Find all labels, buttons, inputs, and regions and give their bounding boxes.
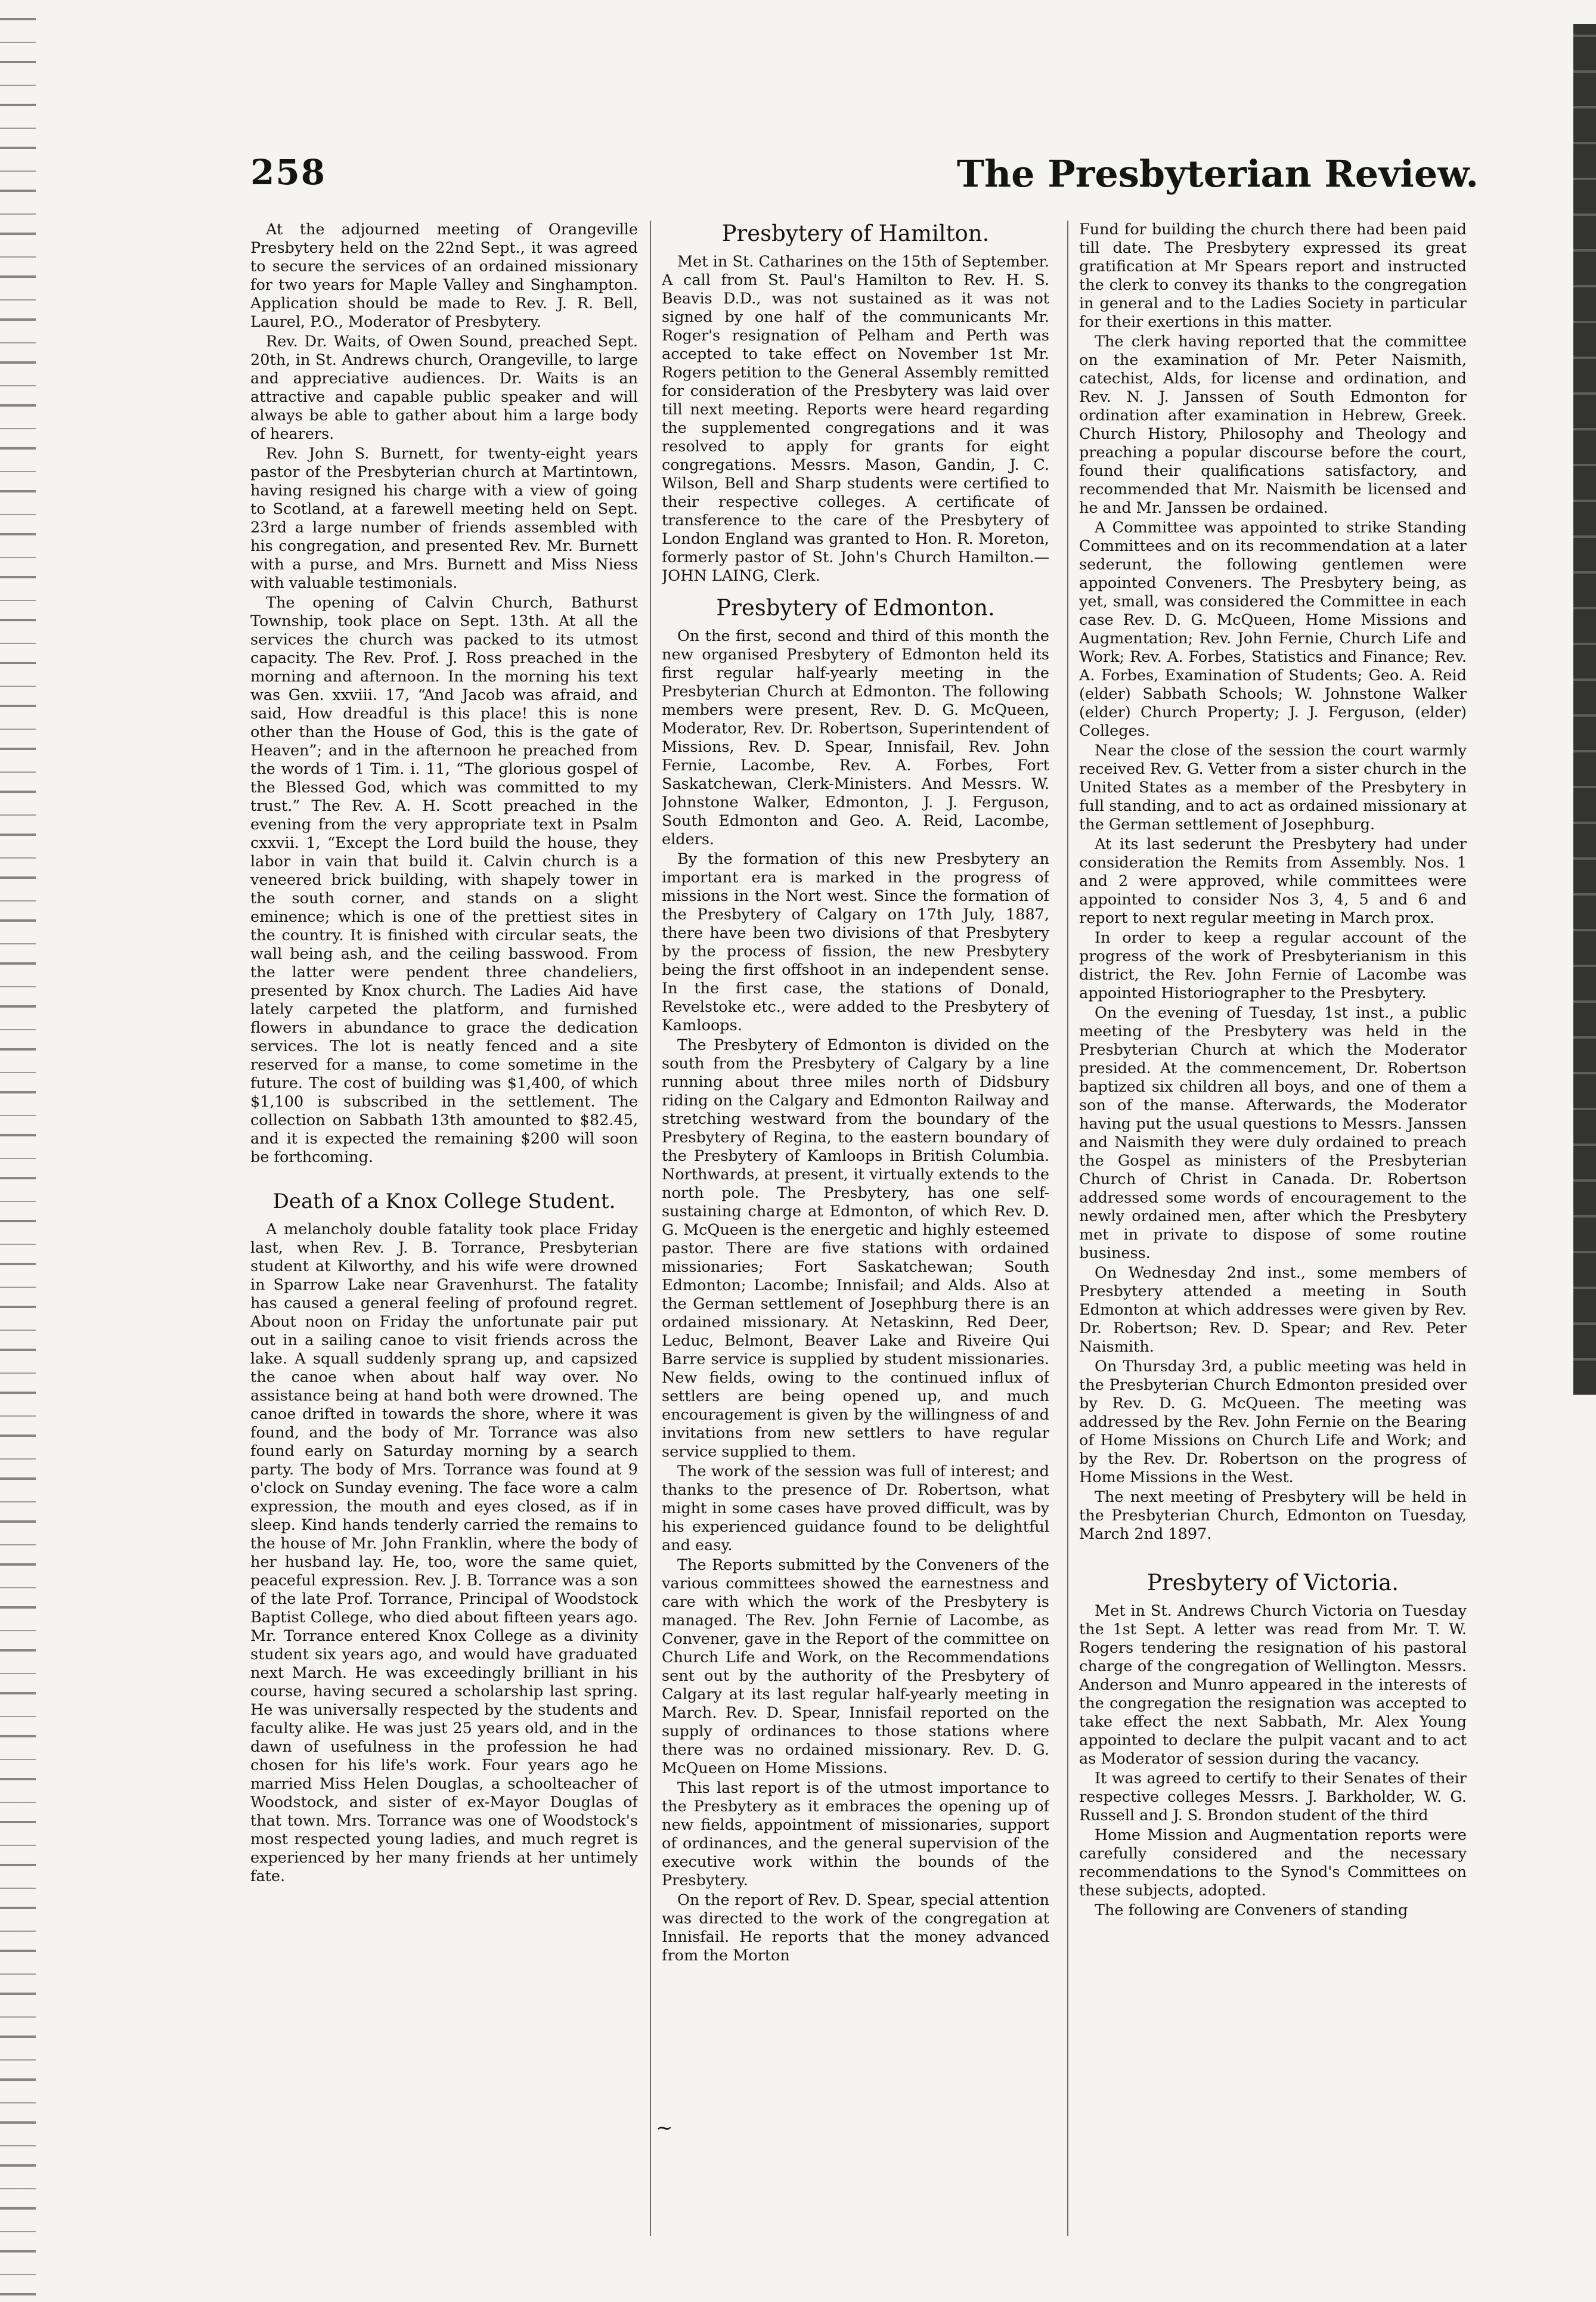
paragraph: By the formation of this new Presbytery an important era is marked in the progress of missions in the Nort west. Since the formation of the Presbytery of Calgary on 17th July, 1887, there have been two divisions of that Presbytery by the process of fission, the new Presbytery being the first offshoot in an independent sense. In the first case, the stations of Donald, Revelstoke etc., were added to the Presbytery of Kamloops. bbox=[662, 850, 1049, 1034]
journal-title: The Presbyterian Review. bbox=[956, 152, 1479, 196]
paragraph: Rev. John S. Burnett, for twenty-eight years pastor of the Presbyterian church at Martintown, having resigned his charge with a view of going to Scotland, at a farewell meeting held on Sept. 23rd a large number of friends assembled with his congregation, and presented Rev. Mr. Burnett with a purse, and Mrs. Burnett and Miss Niess with valuable testimonials. bbox=[250, 445, 638, 592]
paragraph: At the adjourned meeting of Orangeville Presbytery held on the 22nd Sept., it was agreed to secure the services of an ordained missionary for two years for Maple Valley and Singhampton. Application should be made to Rev. J. R. Bell, Laurel, P.O., Moderator of Presbytery. bbox=[250, 221, 638, 331]
printer-mark: ~ bbox=[656, 2116, 673, 2140]
paragraph: On the evening of Tuesday, 1st inst., a public meeting of the Presbytery was held in the Presbyterian Church at which the Moderator presided. At the commencement, Dr. Robertson baptized six children all boys, and one of them a son of the manse. Afterwards, the Moderator having put the usual questions to Messrs. Janssen and Naismith they were duly ordained to preach the Gospel as ministers of the Presbyterian Church of Christ in Canada. Dr. Robertson addressed some words of encouragement to the newly ordained men, after which the Presbytery met in private to dispose of some routine business. bbox=[1079, 1004, 1467, 1262]
paragraph: The Reports submitted by the Conveners of the various committees showed the earnestness and care with which the work of the Presbytery is managed. The Rev. John Fernie of Lacombe, as Convener, gave in the Report of the committee on Church Life and Work, on the Recommendations sent out by the authority of the Presbytery of Calgary at its last regular half-yearly meeting in March. Rev. D. Spear, Innisfail reported on the supply of ordinances to those stations where there was no ordained missionary. Rev. D. G. McQueen on Home Missions. bbox=[662, 1556, 1049, 1777]
column-2 bbox=[662, 221, 1049, 2248]
paragraph: The following are Conveners of standing bbox=[1095, 1901, 1408, 1919]
paragraph: The next meeting of Presbytery will be held in the Presbyterian Church, Edmonton on Tuesday, March 2nd 1897. bbox=[1079, 1488, 1467, 1543]
paragraph: This last report is of the utmost importance to the Presbytery as it embraces the opening up of new fields, appointment of missionaries, support of ordinances, and the general supervision of the executive work within the bounds of the Presbytery. bbox=[662, 1779, 1049, 1889]
paragraph: Home Mission and Augmentation reports were carefully considered and the necessary recommendations to the Synod's Committees on these subjects, adopted. bbox=[1079, 1826, 1467, 1900]
paragraph: On Wednesday 2nd inst., some members of Presbytery attended a meeting in South Edmonton at which addresses were given by Rev. Dr. Robertson; Rev. D. Spear; and Rev. Peter Naismith. bbox=[1079, 1264, 1467, 1356]
section-heading: Presbytery of Victoria. bbox=[1146, 1570, 1399, 1595]
column-3 bbox=[1079, 221, 1467, 2248]
column-divider bbox=[650, 221, 651, 2236]
paragraph: Fund for building the church there had been paid till date. The Presbytery expressed its great gratification at Mr Spears report and instructed the clerk to convey its thanks to the congregation in general and to the Ladies Society in particular for their exertions in this matter. bbox=[1079, 221, 1467, 331]
page-number: 258 bbox=[250, 152, 327, 193]
paragraph: The clerk having reported that the committee on the examination of Mr. Peter Naismith, catechist, Alds, for license and ordination, and Rev. N. J. Janssen of South Edmonton for ordination after examination in Hebrew, Greek. Church History, Philosophy and Theology and preaching a popular discourse before the court, found their qualifications satisfactory, and recommended that Mr. Naismith be licensed and he and Mr. Janssen be ordained. bbox=[1079, 333, 1467, 517]
paragraph: At its last sederunt the Presbytery had under consideration the Remits from Assembly. Nos. 1 and 2 were approved, while committees were appointed to consider Nos 3, 4, 5 and 6 and report to next regular meeting in March prox. bbox=[1079, 835, 1467, 927]
paragraph: In order to keep a regular account of the progress of the work of Presbyterianism in this district, the Rev. John Fernie of Lacombe was appointed Historiographer to the Presbytery. bbox=[1079, 929, 1467, 1002]
scan-edge-left bbox=[0, 0, 36, 2302]
paragraph: The work of the session was full of interest; and thanks to the presence of Dr. Robertson, what might in some cases have proved difficult, was by his experienced guidance found to be delightful and easy. bbox=[662, 1463, 1049, 1554]
paragraph: On the report of Rev. D. Spear, special attention was directed to the work of the congregation at Innisfail. He reports that the money advanced from the Morton bbox=[662, 1891, 1049, 1965]
section-heading: Death of a Knox College Student. bbox=[272, 1189, 616, 1213]
scan-edge-right bbox=[1573, 24, 1596, 1395]
paragraph: On the first, second and third of this month the new organised Presbytery of Edmonton held its first regular half-yearly meeting in the Presbyterian Church at Edmonton. The following members were present, Rev. D. G. McQueen, Moderator, Rev. Dr. Robertson, Superintendent of Missions, Rev. D. Spear, Innisfail, Rev. John Fernie, Lacombe, Rev. A. Forbes, Fort Saskatchewan, Clerk-Ministers. And Messrs. W. Johnstone Walker, Edmonton, J. J. Ferguson, South Edmonton and Geo. A. Reid, Lacombe, elders. bbox=[662, 627, 1049, 848]
paragraph: The Presbytery of Edmonton is divided on the south from the Presbytery of Calgary by a line running about three miles north of Didsbury riding on the Calgary and Edmonton Railway and stretching westward from the boundary of the Presbytery of Regina, to the eastern boundary of the Presbytery of Kamloops in British Columbia. Northwards, at present, it virtually extends to the north pole. The Presbytery, has one self-sustaining charge at Edmonton, of which Rev. D. G. McQueen is the energetic and highly esteemed pastor. There are five stations with ordained missionaries; Fort Saskatchewan; South Edmonton; Lacombe; Innisfail; and Alds. Also at the German settlement of Josephburg there is an ordained missionary. At Netaskinn, Red Deer, Leduc, Belmont, Beaver Lake and Riveire Qui Barre service is supplied by student missionaries. New fields, owing to the continued influx of settlers are being opened up, and much encouragement is given by the willingness of and invitations from new settlers to have regular service supplied to them. bbox=[662, 1036, 1049, 1461]
paragraph: On Thursday 3rd, a public meeting was held in the Presbyterian Church Edmonton presided over by Rev. D. G. McQueen. The meeting was addressed by the Rev. John Fernie on the Bearing of Home Missions on Church Life and Work; and by the Rev. Dr. Robertson on the progress of Home Missions in the West. bbox=[1079, 1358, 1467, 1486]
page-header bbox=[250, 152, 1479, 206]
paragraph: The opening of Calvin Church, Bathurst Township, took place on Sept. 13th. At all the services the church was packed to its utmost capacity. The Rev. Prof. J. Ross preached in the morning and afternoon. In the morning his text was Gen. xxviii. 17, “And Jacob was afraid, and said, How dreadful is this place! this is none other than the House of God, this is the gate of Heaven”; and in the afternoon he preached from the words of 1 Tim. i. 11, “The glorious gospel of the Blessed God, which was committed to my trust.” The Rev. A. H. Scott preached in the evening from the very appropriate text in Psalm cxxvii. 1, “Except the Lord build the house, they labor in vain that build it. Calvin church is a veneered brick building, with shapely tower in the south corner, and stands on a slight eminence; which is one of the prettiest sites in the country. It is finished with circular seats, the wall being ash, and the ceiling basswood. From the latter were pendent three chandeliers, presented by Knox church. The Ladies Aid have lately carpeted the platform, and furnished flowers in abundance to grace the dedication services. The lot is neatly fenced and a site reserved for a manse, to come sometime in the future. The cost of building was $1,400, of which $1,100 is subscribed in the settlement. The collection on Sabbath 13th amounted to $82.45, and it is expected the remaining $200 will soon be forthcoming. bbox=[250, 594, 638, 1166]
section-heading: Presbytery of Hamilton. bbox=[721, 221, 990, 246]
paragraph: Near the close of the session the court warmly received Rev. G. Vetter from a sister church in the United States as a member of the Presbytery in full standing, and to act as ordained missionary at the German settlement of Josephburg. bbox=[1079, 742, 1467, 834]
paragraph: A Committee was appointed to strike Standing Committees and on its recommendation at a later sederunt, the following gentlemen were appointed Conveners. The Presbytery being, as yet, small, was considered the Committee in each case Rev. D. G. McQueen, Home Missions and Augmentation; Rev. John Fernie, Church Life and Work; Rev. A. Forbes, Statistics and Finance; Rev. A. Forbes, Examination of Students; Geo. A. Reid (elder) Sabbath Schools; W. Johnstone Walker (elder) Church Property; J. J. Ferguson, (elder) Colleges. bbox=[1079, 519, 1467, 740]
article-columns bbox=[250, 221, 1479, 2248]
paragraph: Met in St. Andrews Church Victoria on Tuesday the 1st Sept. A letter was read from Mr. T. W. Rogers tendering the resignation of his pastoral charge of the congregation of Wellington. Messrs. Anderson and Munro appeared in the interests of the congregation the resignation was accepted to take effect the next Sabbath, Mr. Alex Young appointed to declare the pulpit vacant and to act as Moderator of session during the vacancy. bbox=[1079, 1602, 1467, 1768]
section-heading: Presbytery of Edmonton. bbox=[716, 595, 995, 621]
paragraph: Met in St. Catharines on the 15th of September. A call from St. Paul's Hamilton to Rev. H. S. Beavis D.D., was not sustained as it was not signed by one half of the communicants Mr. Roger's resignation of Pelham and Perth was accepted to take effect on November 1st Mr. Rogers petition to the General Assembly remitted for consideration of the Presbytery was laid over till next meeting. Reports were heard regarding the supplemented congregations and it was resolved to apply for grants for eight congregations. Messrs. Mason, Gandin, J. C. Wilson, Bell and Sharp students were certified to their respective colleges. A certificate of transference to the care of the Presbytery of London England was granted to Hon. R. Moreton, formerly pastor of St. John's Church Hamilton.—JOHN LAING, Clerk. bbox=[662, 253, 1049, 585]
paragraph: Rev. Dr. Waits, of Owen Sound, preached Sept. 20th, in St. Andrews church, Orangeville, to large and appreciative audiences. Dr. Waits is an attractive and capable public speaker and will always be able to gather about him a large body of hearers. bbox=[250, 333, 638, 443]
column-1 bbox=[250, 221, 638, 2248]
column-divider bbox=[1067, 221, 1068, 2236]
paragraph: A melancholy double fatality took place Friday last, when Rev. J. B. Torrance, Presbyterian student at Kilworthy, and his wife were drowned in Sparrow Lake near Gravenhurst. The fatality has caused a general feeling of profound regret. About noon on Friday the unfortunate pair put out in a sailing canoe to visit friends across the lake. A squall suddenly sprang up, and capsized the canoe when about half way over. No assistance being at hand both were drowned. The canoe drifted in towards the shore, where it was found, and the body of Mr. Torrance was also found early on Saturday morning by a search party. The body of Mrs. Torrance was found at 9 o'clock on Sunday evening. The face wore a calm expression, the mouth and eyes closed, as if in sleep. Kind hands tenderly carried the remains to the house of Mr. John Franklin, where the body of her husband lay. He, too, wore the same quiet, peaceful expression. Rev. J. B. Torrance was a son of the late Prof. Torrance, Principal of Woodstock Baptist College, who died about fifteen years ago. Mr. Torrance entered Knox College as a divinity student six years ago, and would have graduated next March. He was exceedingly brilliant in his course, having secured a scholarship last spring. He was universally respected by the students and faculty alike. He was just 25 years old, and in the dawn of usefulness in the profession he had chosen for his life's work. Four years ago he married Miss Helen Douglas, a schoolteacher of Woodstock, and sister of ex-Mayor Douglas of that town. Mrs. Torrance was one of Woodstock's most respected young ladies, and much regret is experienced by her many friends at her untimely fate. bbox=[250, 1220, 638, 1885]
paragraph: It was agreed to certify to their Senates of their respective colleges Messrs. J. Barkholder, W. G. Russell and J. S. Brondon student of the third bbox=[1079, 1770, 1467, 1824]
